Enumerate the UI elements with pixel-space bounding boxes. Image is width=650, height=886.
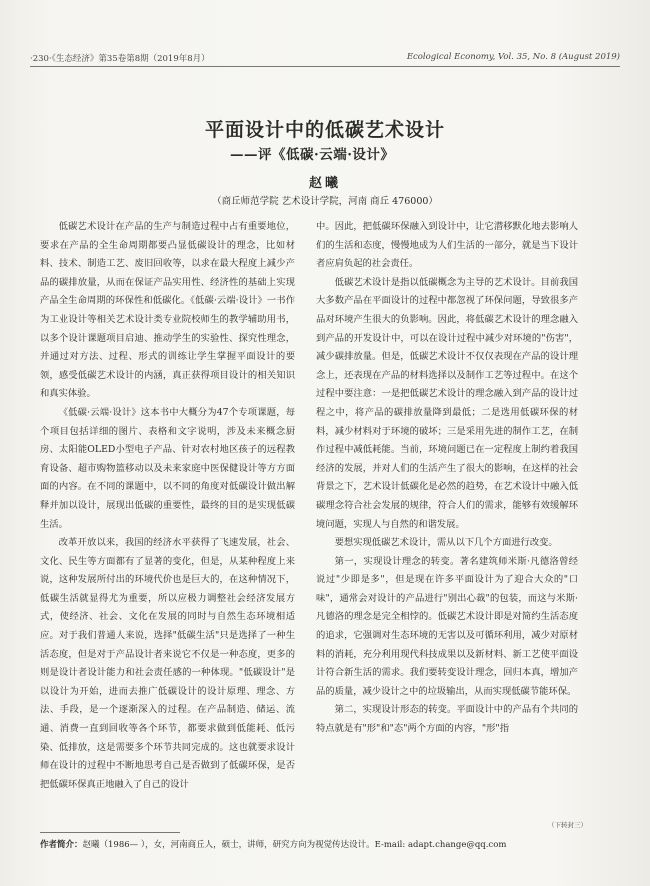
article-subtitle: ——评《低碳·云端·设计》 [230, 147, 395, 163]
paragraph: 第二，实现设计形态的转变。平面设计中的产品有个共同的特点就是有"形"和"态"两个方面的内容，"形"指 [316, 704, 578, 735]
left-column [40, 218, 295, 794]
header-journal-info: ·230·《生态经济》第35卷第8期（2019年8月） [30, 54, 210, 64]
right-column [316, 218, 578, 739]
footnote-rule [40, 832, 180, 833]
running-header [30, 52, 620, 64]
paragraph: 《低碳·云端·设计》这本书中大概分为47个专项课题，每个项目包括详细的图片、表格和文字说明，涉及未来概念厨房、太阳能OLED小型电子产品、针对农村地区孩子的远程教育设备、超市购物篮移动以及未来家庭中医保健设计等方方面面的内容。在不同的课题中，以不同的角度对低碳设计做出解释并加以设计，展现出低碳的重要性，最终的目的是实现低碳生活。 [40, 406, 295, 530]
paragraph: 要想实现低碳艺术设计，需从以下几个方面进行改变。 [334, 537, 558, 549]
header-english-info: Ecological Economy, Vol. 35, No. 8 (August 2019) [406, 52, 620, 62]
continued-note: （下转封三） [548, 821, 587, 829]
paragraph: 改革开放以来，我国的经济水平获得了飞速发展，社会、文化、民生等方面都有了显著的变化，但是，从某种程度上来说，这种发展所付出的环境代价也是巨大的，在这种情况下，低碳生活就显得尤为重要，所以应极力调整社会经济发展方式，使经济、社会、文化在发展的同时与自然生态环境相适应。对于我们普通人来说，选择"低碳生活"只是选择了一种生活态度，但是对于产品设计者来说它不仅是一种态度，更多的则是设计者设计能力和社会责任感的一种体现。"低碳设计"是以设计为开始，进而去推广低碳设计的设计原理、理念、方法、手段，是一个逐渐深入的过程。在产品制造、储运、流通、消费一直到回收等各个环节，都要求做到低能耗、低污染、低排放，这是需要多个环节共同完成的。这也就要求设计师在设计的过程中不断地思考自己是否做到了低碳环保，是否把低碳环保真正地融入了自己的设计 [40, 537, 295, 790]
paragraph: 第一，实现设计理念的转变。著名建筑师米斯·凡德洛曾经说过"少即是多"，但是现在许多平面设计为了迎合大众的"口味"，通常会对设计的产品进行"别出心裁"的包装，而这与米斯·凡德洛的理念是完全相悖的。低碳艺术设计即是对简约生活态度的追求，它强调对生态环境的无害以及可循环利用，减少对原材料的消耗，充分利用现代科技成果以及新材料、新工艺使平面设计符合新生活的需求。我们要转变设计理念，回归本真，增加产品的质量，减少设计之中的垃圾输出，从而实现低碳节能环保。 [316, 555, 578, 697]
paragraph: 低碳艺术设计是指以低碳概念为主导的艺术设计。目前我国大多数产品在平面设计的过程中都忽视了环保问题，导致很多产品对环境产生很大的负影响。因此，将低碳艺术设计的理念融入到产品的开发设计中，可以在设计过程中减少对环境的"伤害"，减少碳排放量。但是，低碳艺术设计不仅仅表现在产品的设计理念上，还表现在产品的材料选择以及制作工艺等过程中。在这个过程中要注意：一是把低碳艺术设计的理念融入到产品的设计过程之中，将产品的碳排放量降到最低；二是选用低碳环保的材料，减少材料对于环境的破坏；三是采用先进的制作工艺，在制作过程中减低耗能。当前，环境问题已在一定程度上制约着我国经济的发展，并对人们的生活产生了很大的影响，在这样的社会背景之下，艺术设计低碳化是必然的趋势，在艺术设计中融入低碳理念符合社会发展的规律，符合人们的需求，能够有效缓解环境问题，实现人与自然的和谐发展。 [316, 276, 578, 530]
author-name: 赵曦 [308, 176, 341, 191]
paragraph: 中。因此，把低碳环保融入到设计中，让它潜移默化地去影响人们的生活和态度，慢慢地成为人们生活的一部分，就是当下设计者应肩负起的社会责任。 [316, 221, 578, 270]
header-rule [30, 66, 620, 67]
author-footnote [40, 838, 610, 850]
author-affiliation: （商丘师范学院 艺术设计学院，河南 商丘 476000） [212, 196, 438, 207]
footnote-text: 赵曦（1986— ），女，河南商丘人，硕士，讲师，研究方向为视觉传达设计。E-mail: adapt.change@qq.com [82, 840, 507, 850]
paragraph: 低碳艺术设计在产品的生产与制造过程中占有重要地位，要求在产品的全生命周期都要凸显低碳设计的理念，比如材料、技术、制造工艺、废旧回收等，以求在最大程度上减少产品的碳排放量，从而在保证产品实用性、经济性的基础上实现产品全生命周期的环保性和低碳化。《低碳·云端·设计》一书作为工业设计等相关艺术设计类专业院校师生的教学辅助用书，以多个设计课题项目启迪、推动学生的实验性、探究性理念，并通过对方法、过程、形式的训练让学生掌握平面设计的要领，感受低碳艺术设计的内涵，真正获得项目设计的相关知识和真实体验。 [40, 221, 295, 400]
article-title: 平面设计中的低碳艺术设计 [204, 119, 445, 141]
footnote-label: 作者简介： [40, 840, 83, 850]
